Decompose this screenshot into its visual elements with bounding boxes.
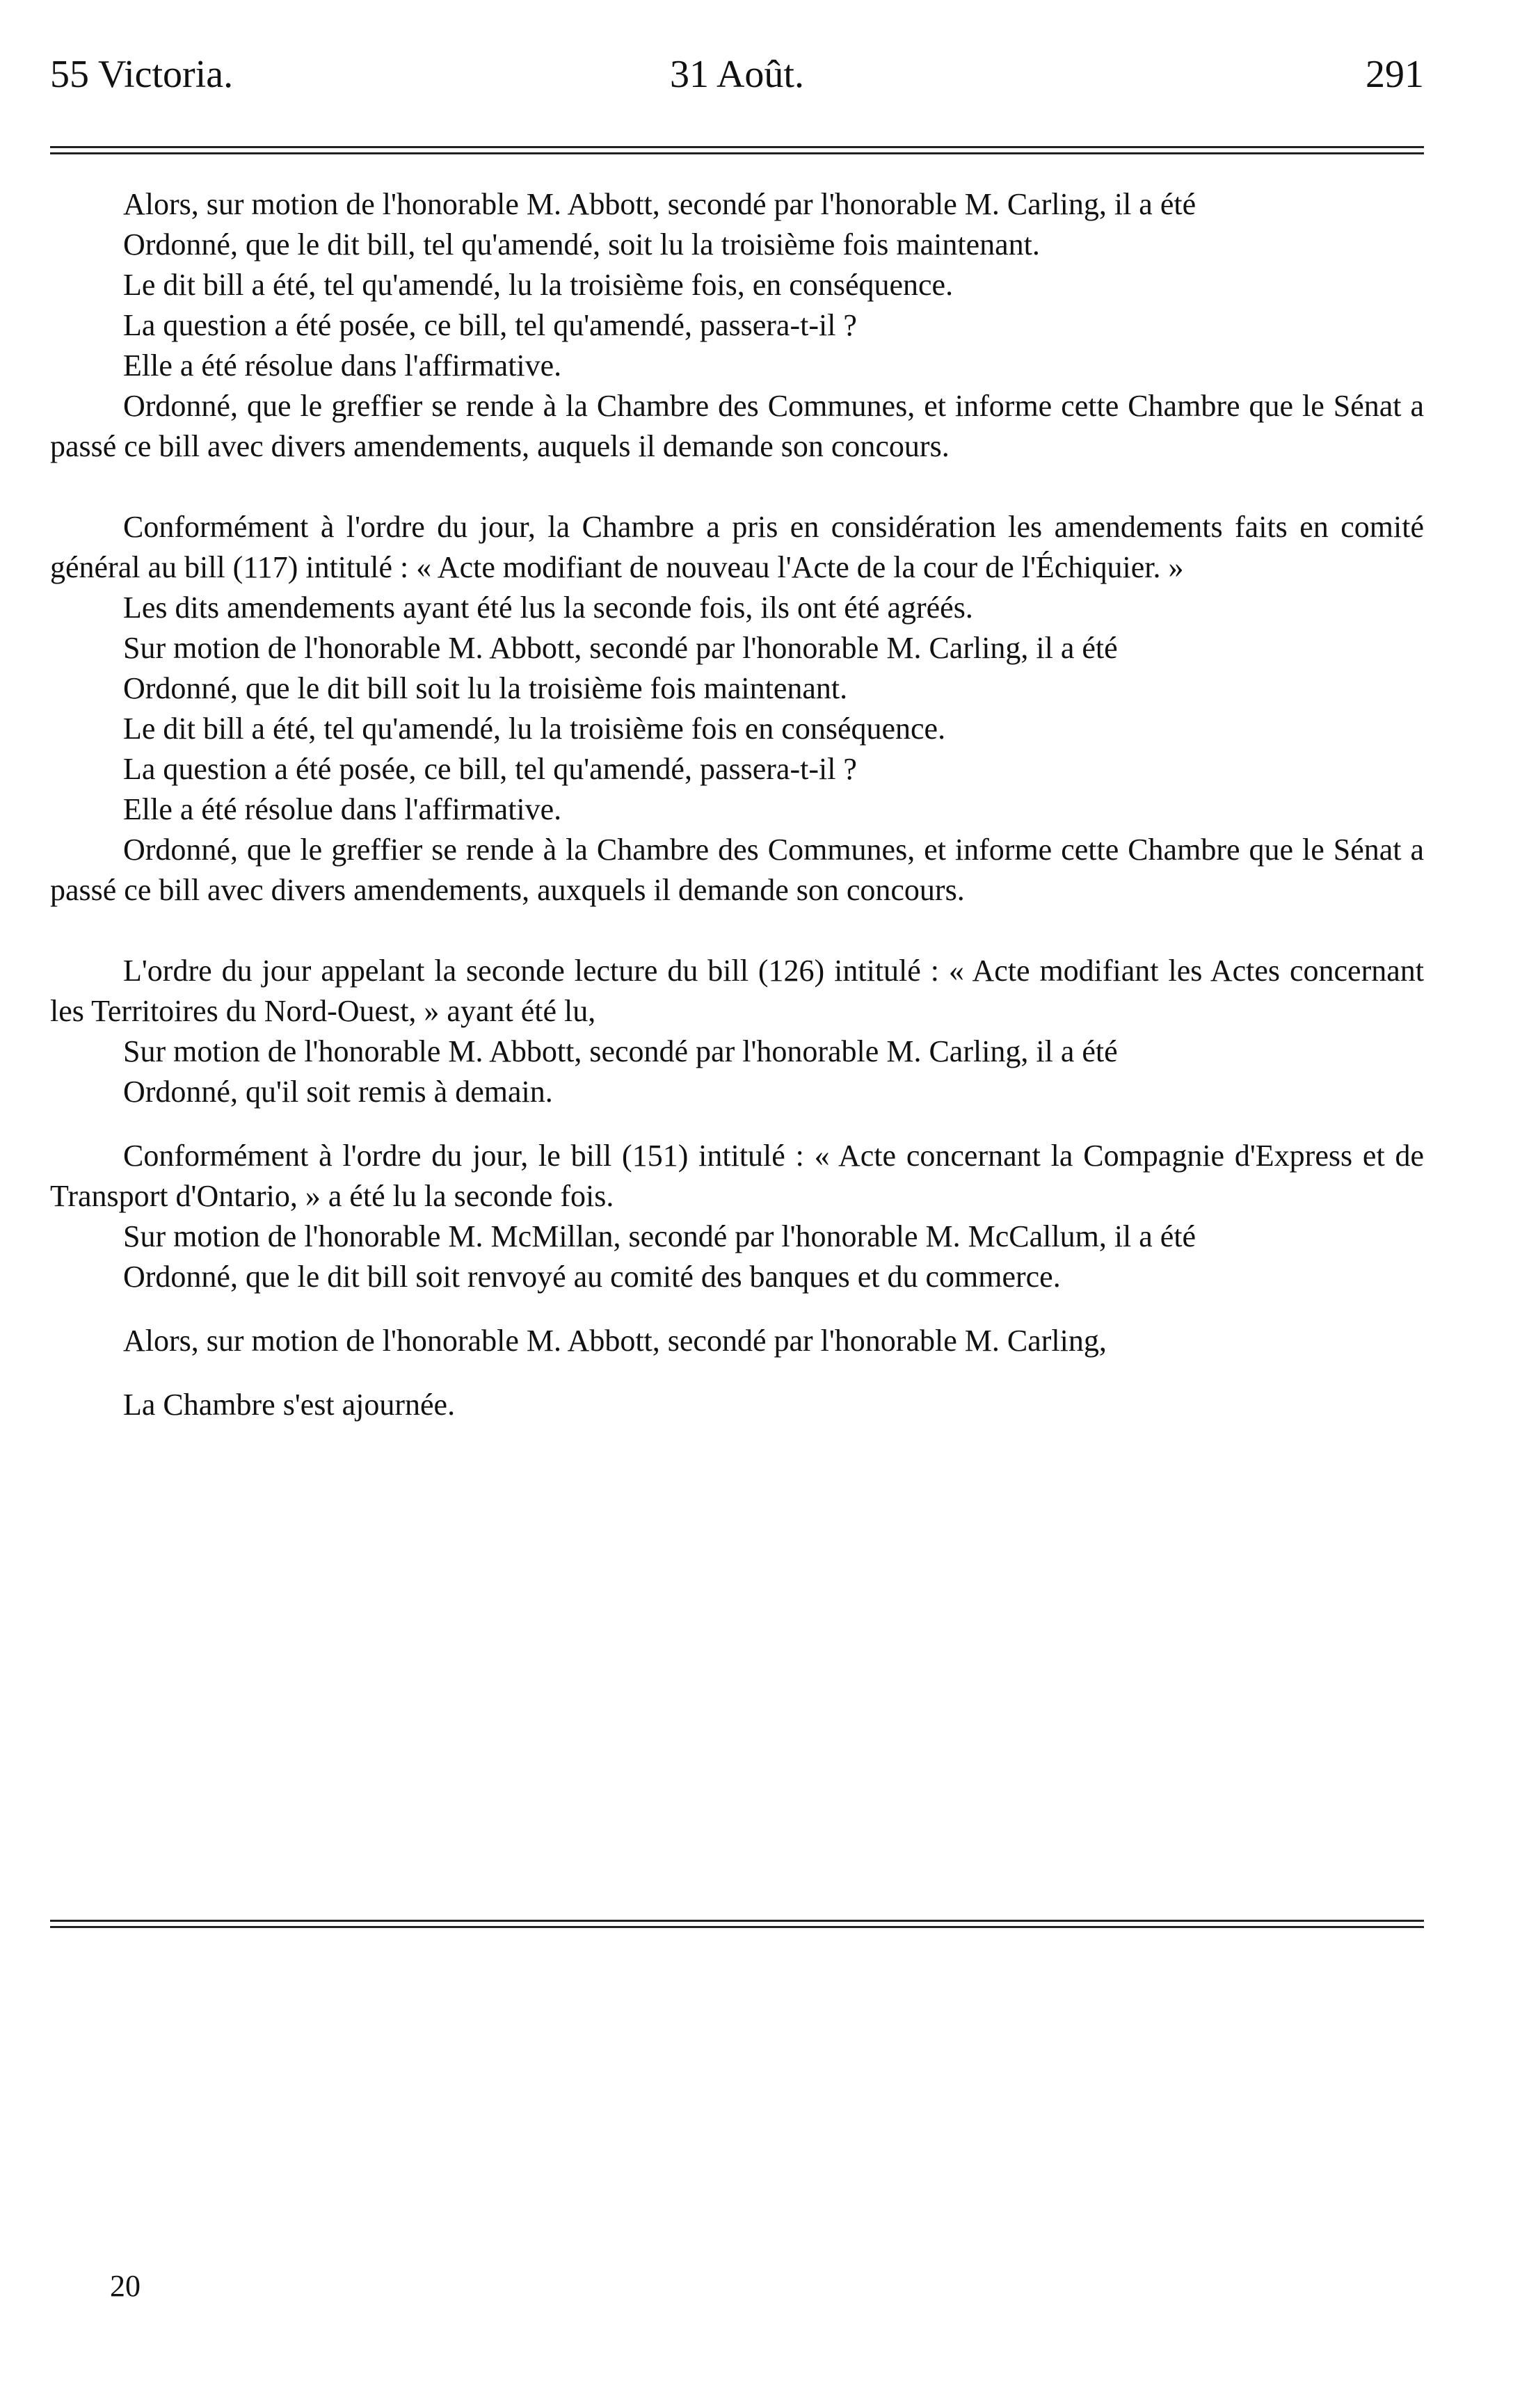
paragraph: Alors, sur motion de l'honorable M. Abbott, secondé par l'honorable M. Carling, il a été — [123, 187, 1196, 221]
paragraph: Ordonné, que le dit bill soit renvoyé au comité des banques et du commerce. — [123, 1260, 1061, 1294]
paragraph: Alors, sur motion de l'honorable M. Abbott, secondé par l'honorable M. Carling, — [123, 1324, 1107, 1358]
paragraph: Ordonné, qu'il soit remis à demain. — [123, 1075, 553, 1109]
paragraph: Ordonné, que le dit bill soit lu la troisième fois maintenant. — [123, 671, 848, 705]
paragraph: Elle a été résolue dans l'affirmative. — [123, 348, 562, 383]
header-page-number: 291 — [1366, 53, 1424, 96]
header-rule — [50, 146, 1424, 154]
footer-rule — [50, 1920, 1424, 1928]
paragraph: Sur motion de l'honorable M. Abbott, secondé par l'honorable M. Carling, il a été — [123, 1034, 1118, 1068]
paragraph: La question a été posée, ce bill, tel qu'amendé, passera-t-il ? — [123, 752, 857, 786]
signature-mark: 20 — [110, 2269, 141, 2303]
header-date: 31 Août. — [670, 53, 804, 96]
paragraph: Les dits amendements ayant été lus la seconde fois, ils ont été agréés. — [123, 591, 973, 625]
running-header — [50, 43, 1424, 106]
paragraph: Elle a été résolue dans l'affirmative. — [123, 792, 562, 826]
paragraph: Le dit bill a été, tel qu'amendé, lu la troisième fois en conséquence. — [123, 712, 946, 746]
paragraph: Conformément à l'ordre du jour, le bill (151) intitulé : « Acte concernant la Compagnie d'Express et de Transport d'Ontario, » a été lu la seconde fois. — [50, 1139, 1424, 1213]
document-page — [50, 0, 1424, 2408]
paragraph: La Chambre s'est ajournée. — [123, 1388, 456, 1422]
paragraph: La question a été posée, ce bill, tel qu'amendé, passera-t-il ? — [123, 308, 857, 342]
paragraph: Le dit bill a été, tel qu'amendé, lu la troisième fois, en conséquence. — [123, 268, 954, 302]
paragraph: L'ordre du jour appelant la seconde lecture du bill (126) intitulé : « Acte modifiant les Actes concernant les Territoires du Nord-Ouest, » ayant été lu, — [50, 954, 1424, 1028]
paragraph: Sur motion de l'honorable M. McMillan, secondé par l'honorable M. McCallum, il a été — [123, 1219, 1196, 1253]
header-regnal-year: 55 Victoria. — [50, 53, 234, 96]
paragraph: Ordonné, que le greffier se rende à la Chambre des Communes, et informe cette Chambre que le Sénat a passé ce bill avec divers amendements, auquels il demande son concours. — [50, 389, 1424, 463]
paragraph: Ordonné, que le greffier se rende à la Chambre des Communes, et informe cette Chambre que le Sénat a passé ce bill avec divers amendements, auxquels il demande son concours. — [50, 833, 1424, 907]
paragraph: Conformément à l'ordre du jour, la Chambre a pris en considération les amendements faits en comité général au bill (117) intitulé : « Acte modifiant de nouveau l'Acte de la cour de l'Échiquier. » — [50, 510, 1424, 584]
paragraph: Ordonné, que le dit bill, tel qu'amendé, soit lu la troisième fois maintenant. — [123, 227, 1040, 262]
journal-body — [50, 184, 1424, 1425]
paragraph: Sur motion de l'honorable M. Abbott, secondé par l'honorable M. Carling, il a été — [123, 631, 1118, 665]
